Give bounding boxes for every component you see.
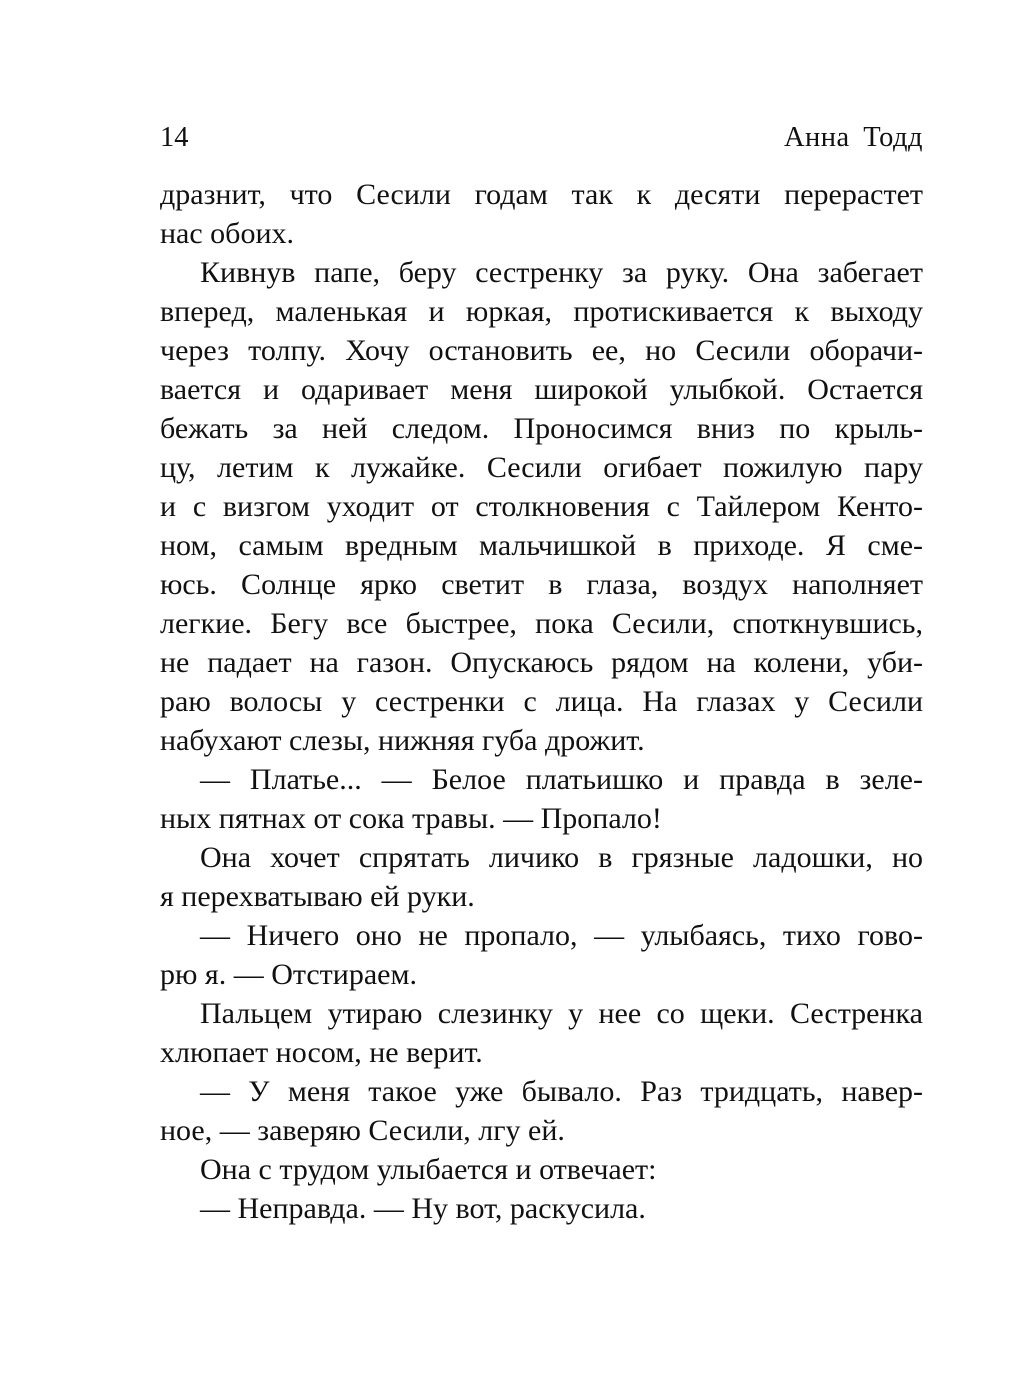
text-line: раю волосы у сестренки с лица. На глазах у Сесили bbox=[160, 685, 923, 718]
text-line: — Неправда. — Ну вот, раскусила. bbox=[200, 1192, 646, 1225]
text-line: ное, — заверяю Сесили, лгу ей. bbox=[160, 1114, 565, 1147]
text-line: — Ничего оно не пропало, — улыбаясь, тихо гово- bbox=[200, 919, 923, 952]
text-line: я перехватываю ей руки. bbox=[160, 880, 475, 913]
text-line: бежать за ней следом. Проносимся вниз по крыль- bbox=[160, 412, 923, 445]
text-line: рю я. — Отстираем. bbox=[160, 958, 417, 991]
text-line: и с визгом уходит от столкновения с Тайлером Кенто- bbox=[160, 490, 923, 523]
text-line: — Платье... — Белое платьишко и правда в зеле- bbox=[200, 763, 923, 796]
text-line: вается и одаривает меня широкой улыбкой. Остается bbox=[160, 373, 923, 406]
text-line: дразнит, что Сесили годам так к десяти перерастет bbox=[160, 178, 923, 211]
text-line: вперед, маленькая и юркая, протискивается к выходу bbox=[160, 295, 923, 328]
text-line: Она хочет спрятать личико в грязные ладошки, но bbox=[200, 841, 923, 874]
body-text bbox=[160, 175, 923, 1228]
text-line: ном, самым вредным мальчишкой в приходе. Я сме- bbox=[160, 529, 923, 562]
text-line: ных пятнах от сока травы. — Пропало! bbox=[160, 802, 662, 835]
running-head-author: Анна Тодд bbox=[783, 122, 923, 153]
page-number: 14 bbox=[160, 122, 189, 153]
page-header bbox=[160, 118, 923, 158]
text-line: нас обоих. bbox=[160, 217, 295, 250]
text-line: через толпу. Хочу остановить ее, но Сесили оборачи- bbox=[160, 334, 923, 367]
text-line: набухают слезы, нижняя губа дрожит. bbox=[160, 724, 645, 757]
text-line: юсь. Солнце ярко светит в глаза, воздух наполняет bbox=[160, 568, 923, 601]
text-line: не падает на газон. Опускаюсь рядом на колени, уби- bbox=[160, 646, 923, 679]
text-line: Кивнув папе, беру сестренку за руку. Она забегает bbox=[200, 256, 923, 289]
text-line: легкие. Бегу все быстрее, пока Сесили, споткнувшись, bbox=[160, 607, 923, 640]
text-line: Она с трудом улыбается и отвечает: bbox=[200, 1153, 657, 1186]
text-line: Пальцем утираю слезинку у нее со щеки. Сестренка bbox=[200, 997, 923, 1030]
text-line: цу, летим к лужайке. Сесили огибает пожилую пару bbox=[160, 451, 923, 484]
text-line: хлюпает носом, не верит. bbox=[160, 1036, 483, 1069]
text-line: — У меня такое уже бывало. Раз тридцать, навер- bbox=[200, 1075, 923, 1108]
